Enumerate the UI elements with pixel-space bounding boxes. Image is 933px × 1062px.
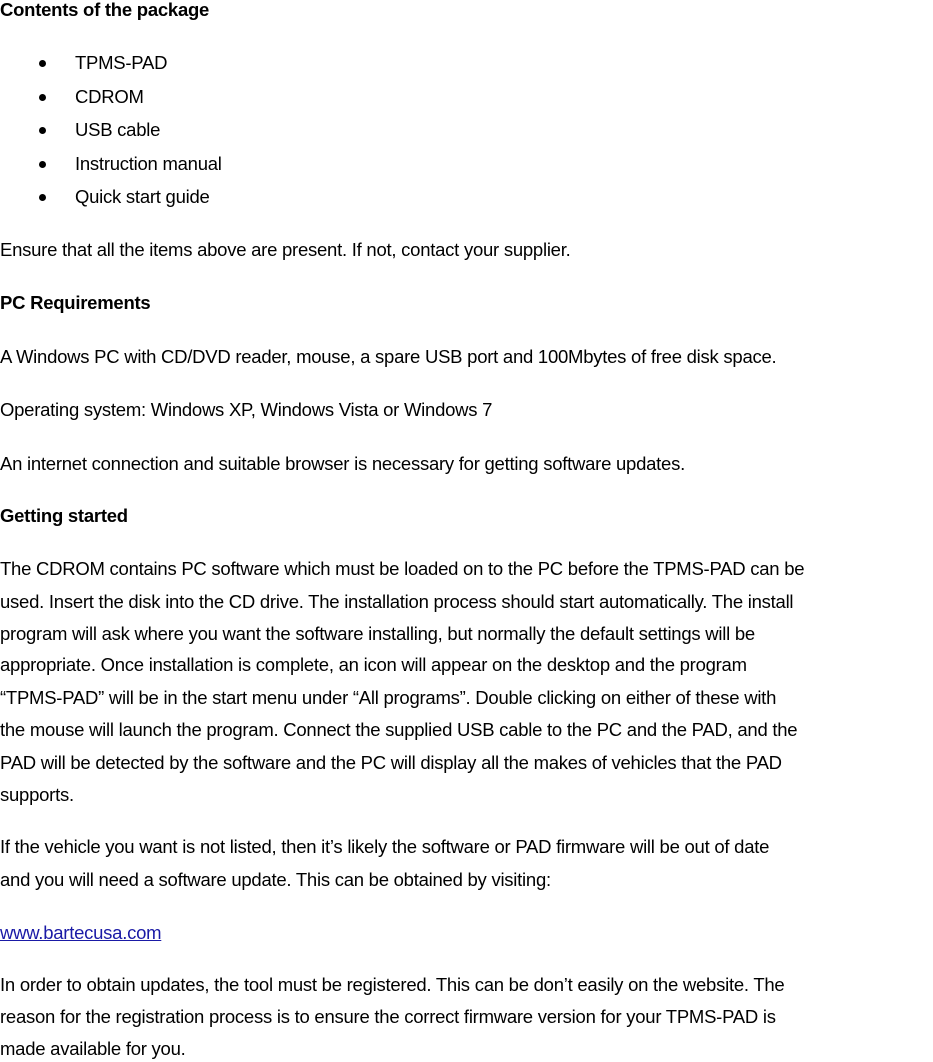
package-item-label: CDROM: [75, 86, 144, 107]
paragraph-line: supports.: [0, 784, 74, 805]
website-link[interactable]: www.bartecusa.com: [0, 922, 162, 943]
pc-requirements-heading: PC Requirements: [0, 292, 151, 313]
package-item-label: Instruction manual: [75, 153, 222, 174]
ensure-text: Ensure that all the items above are present. If not, contact your supplier.: [0, 239, 571, 260]
bullet-icon: [39, 127, 46, 134]
paragraph-line: program will ask where you want the software installing, but normally the default settings will be: [0, 623, 755, 644]
paragraph-line: PAD will be detected by the software and the PC will display all the makes of vehicles that the PAD: [0, 752, 782, 773]
paragraph-line: appropriate. Once installation is complete, an icon will appear on the desktop and the program: [0, 654, 747, 675]
pc-requirements-line: Operating system: Windows XP, Windows Vista or Windows 7: [0, 399, 493, 420]
pc-requirements-line: A Windows PC with CD/DVD reader, mouse, a spare USB port and 100Mbytes of free disk space.: [0, 346, 777, 367]
paragraph-line: made available for you.: [0, 1038, 186, 1059]
bullet-icon: [39, 194, 46, 201]
bullet-icon: [39, 161, 46, 168]
paragraph-line: The CDROM contains PC software which must be loaded on to the PC before the TPMS-PAD can be: [0, 558, 805, 579]
paragraph-line: “TPMS-PAD” will be in the start menu under “All programs”. Double clicking on either of these with: [0, 687, 777, 708]
paragraph-line: In order to obtain updates, the tool must be registered. This can be don’t easily on the website. The: [0, 974, 785, 995]
bullet-icon: [39, 60, 46, 67]
website-link-line: [0, 920, 161, 946]
paragraph-line: and you will need a software update. This can be obtained by visiting:: [0, 869, 551, 890]
pc-requirements-line: An internet connection and suitable browser is necessary for getting software updates.: [0, 453, 685, 474]
paragraph-line: If the vehicle you want is not listed, then it’s likely the software or PAD firmware will be out of date: [0, 836, 770, 857]
package-item-label: USB cable: [75, 119, 161, 140]
paragraph-line: reason for the registration process is to ensure the correct firmware version for your TPMS-PAD is: [0, 1006, 776, 1027]
contents-heading: Contents of the package: [0, 0, 210, 20]
paragraph-line: used. Insert the disk into the CD drive. The installation process should start automatically. The install: [0, 591, 794, 612]
paragraph-line: the mouse will launch the program. Connect the supplied USB cable to the PC and the PAD, and the: [0, 719, 798, 740]
getting-started-heading: Getting started: [0, 505, 128, 526]
package-item-label: TPMS-PAD: [75, 52, 168, 73]
package-item-label: Quick start guide: [75, 186, 210, 207]
bullet-icon: [39, 94, 46, 101]
